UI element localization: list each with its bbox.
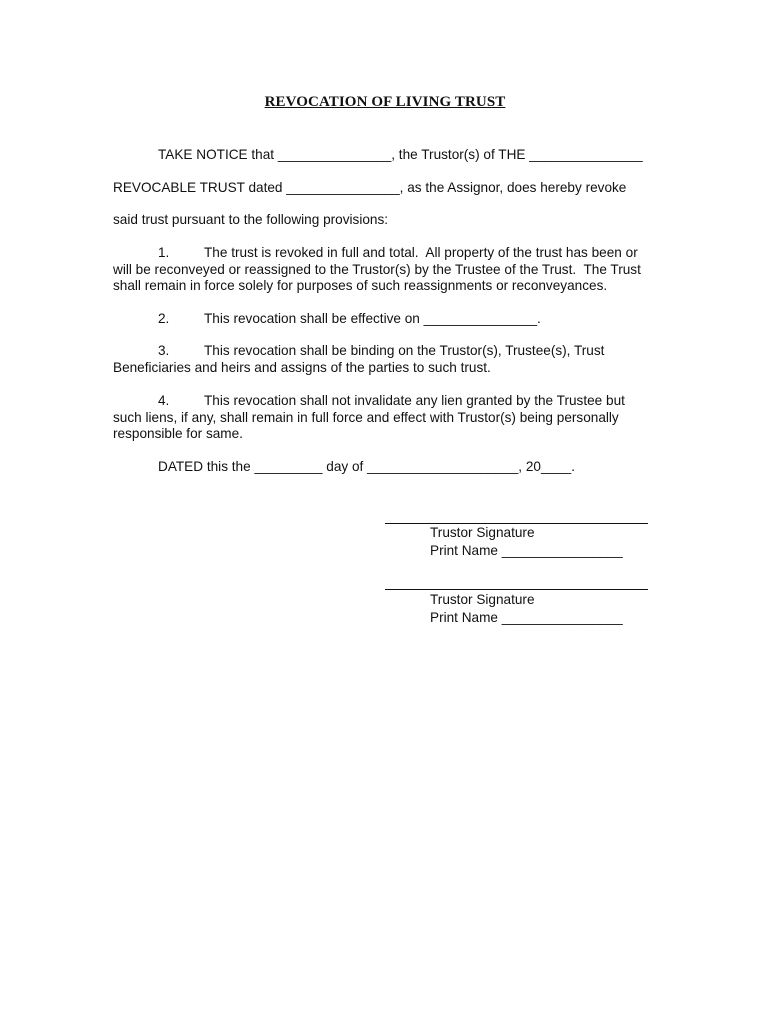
signature-line-1 — [385, 523, 648, 524]
provision-1-line-2: will be reconveyed or reassigned to the Trustor(s) by the Trustee of the Trust. The Trust — [113, 262, 641, 277]
provision-2-number: 2. — [158, 311, 170, 326]
provision-1-line-1: The trust is revoked in full and total. All property of the trust has been or — [204, 245, 638, 260]
provision-3-line-1: This revocation shall be binding on the Trustor(s), Trustee(s), Trust — [204, 343, 605, 358]
provision-4-line-2: such liens, if any, shall remain in full force and effect with Trustor(s) being personally — [113, 410, 619, 425]
provision-2-line-1: This revocation shall be effective on _______________. — [204, 311, 541, 326]
provision-3-line-2: Beneficiaries and heirs and assigns of the parties to such trust. — [113, 360, 491, 375]
dated-line: DATED this the _________ day of ____________________, 20____. — [158, 459, 575, 474]
provision-4-line-1: This revocation shall not invalidate any lien granted by the Trustee but — [204, 393, 625, 408]
signature-1-print-name: Print Name ________________ — [430, 543, 623, 558]
signature-1-label: Trustor Signature — [430, 525, 535, 540]
intro-line-1: TAKE NOTICE that _______________, the Trustor(s) of THE _______________ — [158, 147, 643, 162]
provision-4-number: 4. — [158, 393, 170, 408]
signature-2-label: Trustor Signature — [430, 592, 535, 607]
document-title: REVOCATION OF LIVING TRUST — [264, 94, 506, 110]
intro-line-2: REVOCABLE TRUST dated _______________, as the Assignor, does hereby revoke — [113, 180, 627, 195]
provision-1-number: 1. — [158, 245, 170, 260]
intro-line-3: said trust pursuant to the following provisions: — [113, 212, 389, 227]
signature-line-2 — [385, 589, 648, 590]
signature-2-print-name: Print Name ________________ — [430, 610, 623, 625]
provision-3-number: 3. — [158, 343, 170, 358]
provision-1-line-3: shall remain in force solely for purposes of such reassignments or reconveyances. — [113, 278, 608, 293]
provision-4-line-3: responsible for same. — [113, 426, 243, 441]
